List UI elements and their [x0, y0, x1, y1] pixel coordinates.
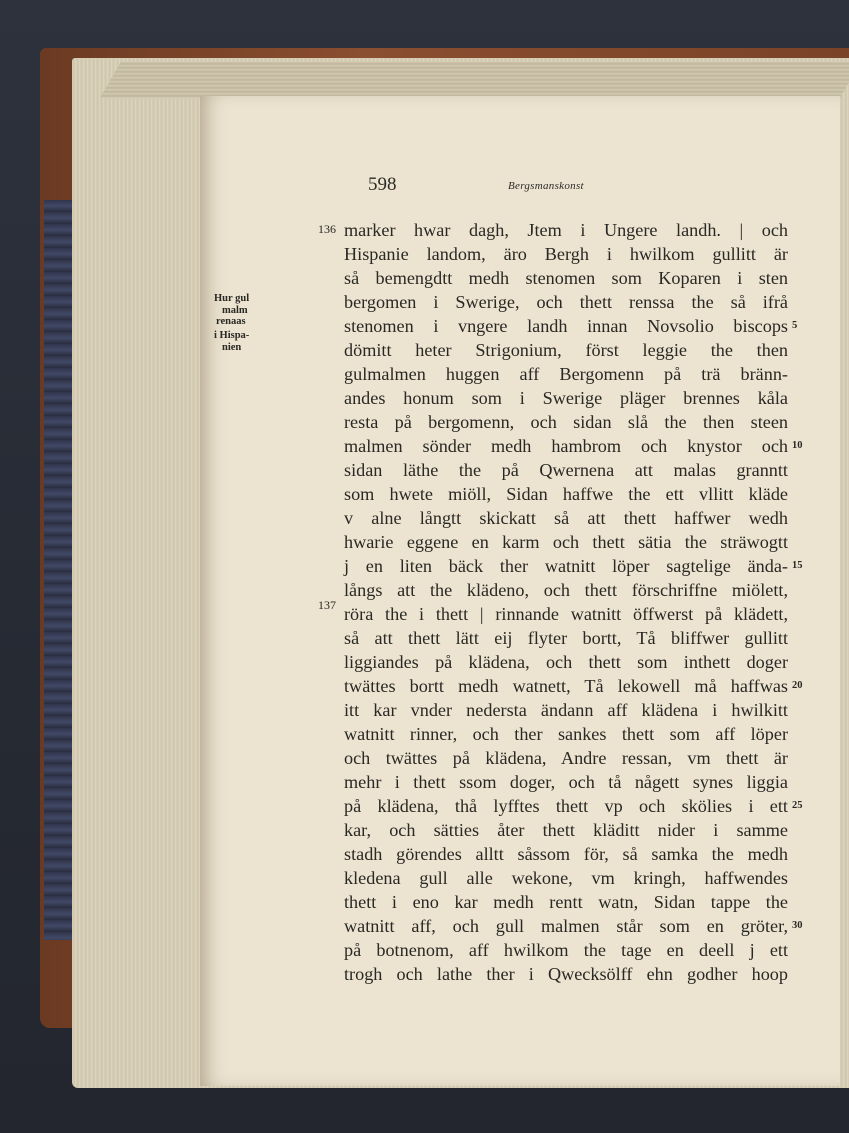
text-line: hwarie eggene en karm och thett sätia the sträwogtt — [344, 532, 788, 552]
text-line: gulmalmen huggen aff Bergomenn på trä bränn- — [344, 364, 788, 384]
line-number: 5 — [792, 320, 798, 331]
running-head: Bergsmanskonst — [508, 180, 584, 192]
line-number: 25 — [792, 800, 803, 811]
text-line: långs att the klädeno, och thett förschriffne miölett, — [344, 580, 788, 600]
margin-note: renaas — [216, 316, 246, 327]
text-line: som hwete miöll, Sidan haffwe the ett vllitt kläde — [344, 484, 788, 504]
text-line: liggiandes på klädena, och thett som inthett doger — [344, 652, 788, 672]
folio-number: 137 — [318, 598, 336, 612]
page-header — [368, 174, 668, 202]
text-line: twättes bortt medh watnett, Tå lekowell må haffwas — [344, 676, 788, 696]
folio-number: 136 — [318, 222, 336, 236]
text-line: andes honum som i Swerige pläger brennes kåla — [344, 388, 788, 408]
text-line: stadh görendes alltt såssom för, så samka the medh — [344, 844, 788, 864]
text-line: itt kar vnder nedersta ändann aff klädena i hwilkitt — [344, 700, 788, 720]
text-line: kar, och sätties åter thett kläditt nider i samme — [344, 820, 788, 840]
text-line: på botnenom, aff hwilkom the tage en deell j ett — [344, 940, 788, 960]
text-line: Hispanie landom, äro Bergh i hwilkom gullitt är — [344, 244, 788, 264]
line-number: 30 — [792, 920, 803, 931]
text-line: malmen sönder medh hambrom och knystor och — [344, 436, 788, 456]
margin-note: Hur gul — [214, 293, 250, 304]
text-line: på klädena, thå lyfftes thett vp och skölies i ett — [344, 796, 788, 816]
text-line: stenomen i vngere landh innan Novsolio biscops — [344, 316, 788, 336]
text-line: marker hwar dagh, Jtem i Ungere landh. | och — [344, 220, 788, 240]
line-number: 15 — [792, 560, 803, 571]
margin-note: malm — [222, 305, 248, 316]
text-line: thett i eno kar medh rentt watn, Sidan tappe the — [344, 892, 788, 912]
text-line: mehr i thett ssom doger, och tå någett synes liggia — [344, 772, 788, 792]
text-line: så att thett lätt eij flyter bortt, Tå bliffwer gullitt — [344, 628, 788, 648]
margin-note: nien — [222, 342, 242, 353]
text-line: watnitt rinner, och ther sankes thett som aff löper — [344, 724, 788, 744]
text-line: och twättes på klädena, Andre ressan, vm thett är — [344, 748, 788, 768]
text-line: så bemengdtt medh stenomen som Koparen i sten — [344, 268, 788, 288]
page-top-edge — [100, 62, 849, 98]
margin-note: i Hispa- — [214, 330, 250, 341]
text-line: röra the i thett | rinnande watnitt öffwerst på klädett, — [344, 604, 788, 624]
text-line: watnitt aff, och gull malmen står som en gröter, — [344, 916, 788, 936]
page-number: 598 — [368, 174, 397, 195]
text-line: dömitt heter Strigonium, först leggie the then — [344, 340, 788, 360]
text-line: bergomen i Swerige, och thett renssa the så ifrå — [344, 292, 788, 312]
text-line: resta på bergomenn, och sidan slå the then steen — [344, 412, 788, 432]
text-line: v alne långtt skickatt så att thett haffwer wedh — [344, 508, 788, 528]
text-line: sidan läthe the på Qwernena att malas granntt — [344, 460, 788, 480]
text-line: trogh och lathe ther i Qwecksölff ehn godher hoop — [344, 964, 788, 984]
line-number: 10 — [792, 440, 803, 451]
text-line: kledena gull alle wekone, vm kringh, haffwendes — [344, 868, 788, 888]
line-number: 20 — [792, 680, 803, 691]
text-line: j en liten bäck ther watnitt löper sagtelige ända- — [344, 556, 788, 576]
